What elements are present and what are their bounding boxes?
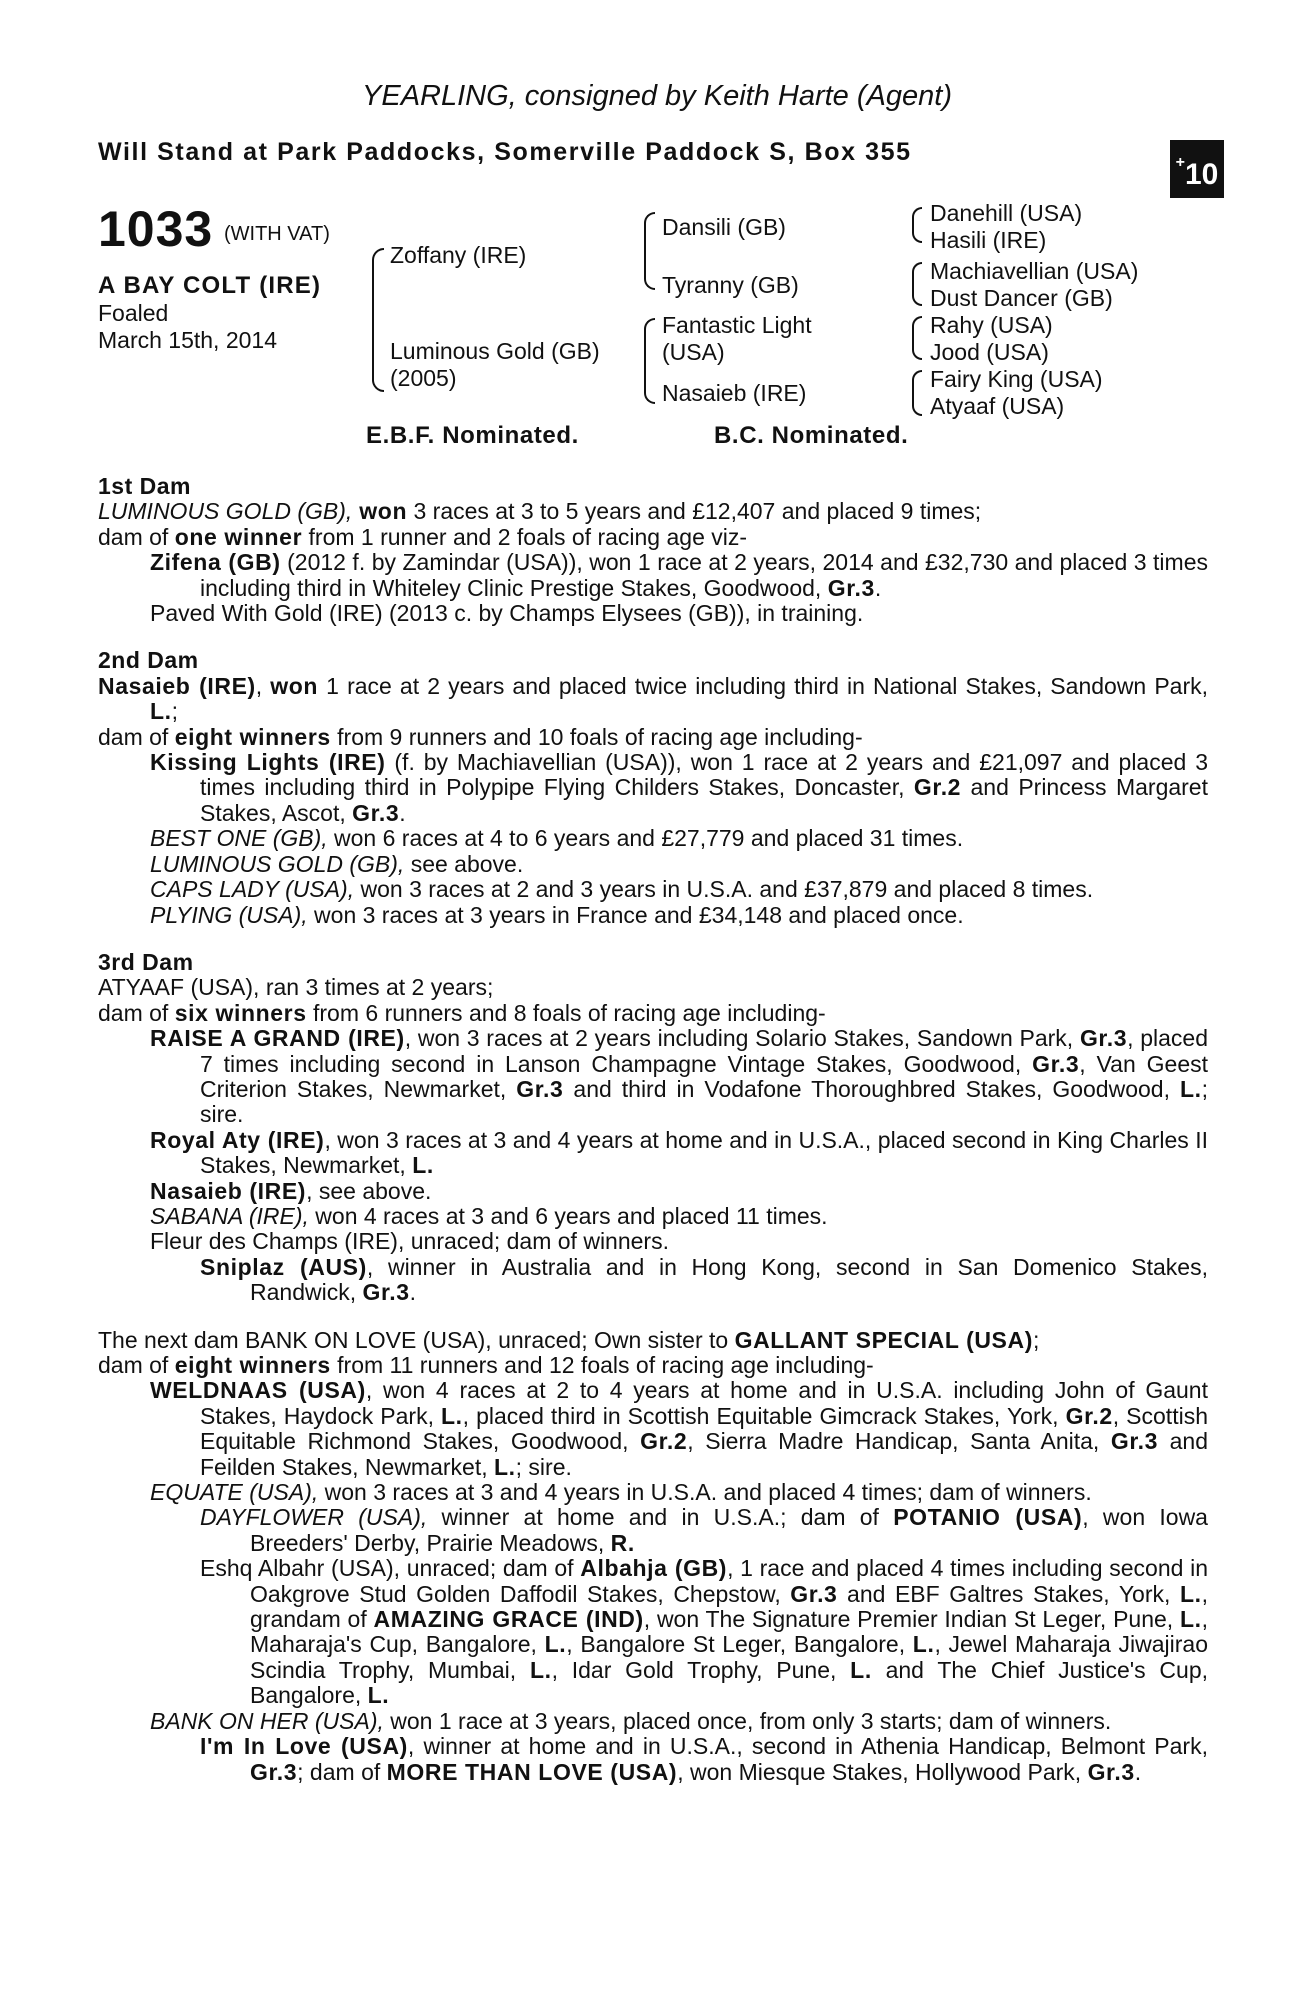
second-dam-produce — [98, 725, 1208, 750]
ebf-nominated: E.B.F. Nominated. — [366, 422, 579, 449]
horse-name: Nasaieb (IRE) — [150, 1177, 307, 1204]
text: . — [409, 1279, 417, 1306]
text: , won The Signature Premier Indian St Leger, Pune, — [643, 1606, 1180, 1633]
text: ; dam of — [297, 1758, 387, 1785]
horse-name: SABANA (IRE), — [150, 1202, 309, 1229]
grade: Gr.3 — [790, 1580, 838, 1607]
progeny-entry — [98, 1378, 1208, 1480]
grade: R. — [610, 1529, 635, 1556]
text: from 11 runners and 12 foals of racing age including- — [330, 1352, 874, 1378]
horse-name: AMAZING GRACE (IND) — [373, 1606, 644, 1633]
lot-badge — [1170, 140, 1224, 198]
foaled-block — [98, 300, 277, 354]
grandprogeny-entry — [98, 1505, 1208, 1556]
grade: L. — [441, 1402, 463, 1429]
text: , won 3 races at 3 and 4 years at home and in U.S.A., placed second in King Charles II Stakes, Newmarket, — [200, 1126, 1209, 1179]
text: , winner in Australia and in Hong Kong, second in San Domenico Stakes, Randwick, — [250, 1253, 1208, 1306]
progeny-entry — [98, 1480, 1208, 1505]
horse-name: BANK ON HER (USA), — [150, 1707, 384, 1734]
grade: L. — [1179, 1075, 1202, 1102]
horse-name: PLYING (USA), — [150, 901, 308, 928]
grade: L. — [412, 1152, 434, 1179]
grade: Gr.2 — [640, 1428, 688, 1455]
grade: Gr.3 — [827, 574, 875, 601]
horse-name: BEST ONE (GB), — [150, 825, 328, 852]
horse-name: EQUATE (USA), — [150, 1479, 319, 1506]
text: Paved With Gold (IRE) (2013 c. by Champs Elysees (GB)), in training. — [150, 600, 864, 627]
first-dam-heading: 1st Dam — [98, 473, 191, 499]
third-dam-line: ATYAAF (USA), ran 3 times at 2 years; — [98, 974, 494, 1001]
first-dam-produce — [98, 525, 1208, 550]
catalogue-title: YEARLING, consigned by Keith Harte (Agent) — [362, 80, 952, 112]
pedigree-g3-7: Fairy King (USA) — [930, 366, 1103, 392]
first-dam-record: 3 races at 3 to 5 years and £12,407 and placed 9 times; — [407, 498, 982, 525]
text: , Idar Gold Trophy, Pune, — [551, 1656, 851, 1683]
text: , won 3 races at 2 years including Solario Stakes, Sandown Park, — [404, 1025, 1080, 1052]
winners-count: six winners — [174, 999, 307, 1026]
pedigree-g3-5: Rahy (USA) — [930, 312, 1053, 338]
grade: Gr.3 — [1079, 1025, 1128, 1052]
pedigree-brace-ds — [912, 316, 922, 360]
grade: Gr.2 — [913, 774, 962, 801]
next-dam-produce — [98, 1353, 1208, 1378]
horse-name: RAISE A GRAND (IRE) — [150, 1025, 405, 1052]
progeny-entry — [98, 1179, 1208, 1204]
progeny-entry — [98, 750, 1208, 826]
horse-name: Sniplaz (AUS) — [200, 1253, 367, 1280]
text: , 1 race and placed 4 times including second in Oakgrove Stud Golden Daffodil Stakes, Chepstow, — [250, 1555, 1209, 1607]
text: from 1 runner and 2 foals of racing age viz- — [302, 523, 748, 550]
horse-name: Nasaieb (IRE) — [98, 672, 256, 699]
text: , winner at home and in U.S.A., second in Athenia Handicap, Belmont Park, — [407, 1733, 1208, 1760]
horse-name: GALLANT SPECIAL (USA) — [734, 1326, 1033, 1353]
lot-number: 1033 — [98, 201, 214, 257]
pedigree-brace-sire — [644, 212, 655, 290]
foaled-date: March 15th, 2014 — [98, 327, 278, 353]
pedigree-g3-2: Hasili (IRE) — [930, 227, 1047, 253]
second-dam-line — [98, 674, 1208, 725]
text: dam of — [98, 999, 175, 1026]
third-dam-produce — [98, 1001, 1208, 1026]
text: ; — [1032, 1326, 1040, 1353]
grade: L. — [912, 1631, 935, 1658]
text: , won Iowa Breeders' Derby, Prairie Meadows, — [250, 1504, 1208, 1556]
text: , won 4 races at 2 to 4 years at home and in U.S.A. including John of Gaunt Stakes, Haydock Park, — [200, 1377, 1208, 1429]
text: won 6 races at 4 to 6 years and £27,779 and placed 31 times. — [327, 825, 964, 852]
progeny-entry — [98, 903, 1208, 928]
progeny-entry — [98, 1204, 1208, 1229]
text: and Feilden Stakes, Newmarket, — [200, 1428, 1208, 1480]
pedigree-dam-dam: Nasaieb (IRE) — [662, 380, 807, 406]
grade: Gr.3 — [516, 1075, 564, 1102]
text: , placed third in Scottish Equitable Gimcrack Stakes, York, — [462, 1402, 1066, 1429]
horse-name: LUMINOUS GOLD (GB), — [150, 850, 405, 877]
pedigree-brace-main — [372, 248, 384, 392]
progeny-entry — [98, 1229, 1208, 1254]
first-dam-name: LUMINOUS GOLD (GB), — [98, 498, 353, 525]
text: winner at home and in U.S.A.; dam of — [427, 1504, 894, 1531]
horse-name: DAYFLOWER (USA), — [200, 1504, 428, 1531]
grade: L. — [1179, 1606, 1202, 1633]
progeny-entry — [98, 852, 1208, 877]
bc-nominated: B.C. Nominated. — [714, 422, 909, 449]
pedigree-g3-4: Dust Dancer (GB) — [930, 285, 1113, 311]
text: 1 race at 2 years and placed twice including third in National Stakes, Sandown Park, — [318, 672, 1208, 699]
text: , Jewel Maharaja Jiwajirao Scindia Trophy, Mumbai, — [250, 1631, 1208, 1683]
horse-name: MORE THAN LOVE (USA) — [386, 1758, 678, 1785]
pedigree-brace-dd — [912, 370, 922, 416]
text: won 4 races at 3 and 6 years and placed 11 times. — [308, 1202, 828, 1229]
pedigree-brace-ss — [912, 207, 922, 243]
pedigree-sire-dam: Tyranny (GB) — [662, 272, 799, 298]
winners-count: one winner — [174, 523, 303, 550]
lot-description: A BAY COLT (IRE) — [98, 272, 322, 299]
text: , Van Geest Criterion Stakes, Newmarket, — [200, 1050, 1208, 1102]
text: Fleur des Champs (IRE), unraced; dam of winners. — [150, 1228, 669, 1255]
grade: Gr.3 — [362, 1279, 410, 1306]
text: won 3 races at 3 and 4 years in U.S.A. and placed 4 times; dam of winners. — [318, 1479, 1092, 1506]
pedigree-sire-sire: Dansili (GB) — [662, 214, 786, 240]
pedigree-g3-1: Danehill (USA) — [930, 200, 1083, 226]
text: won 3 races at 3 years in France and £34,148 and placed once. — [307, 901, 964, 928]
progeny-entry — [98, 826, 1208, 851]
text: won 3 races at 2 and 3 years in U.S.A. and £37,879 and placed 8 times. — [354, 876, 1094, 903]
horse-name: POTANIO (USA) — [893, 1504, 1083, 1531]
pedigree-brace-sd — [912, 262, 922, 306]
text: Eshq Albahr (USA), unraced; dam of — [200, 1555, 581, 1582]
text: see above. — [404, 850, 524, 877]
progeny-entry — [98, 601, 1208, 626]
progeny-entry — [98, 877, 1208, 902]
text: ; sire. — [515, 1453, 572, 1480]
text: , Sierra Madre Handicap, Santa Anita, — [687, 1428, 1111, 1455]
text: and third in Vodafone Thoroughbred Stakes, Goodwood, — [563, 1075, 1180, 1102]
grade: Gr.3 — [250, 1758, 298, 1785]
text: and The Chief Justice's Cup, Bangalore, — [250, 1656, 1209, 1709]
text: won 1 race at 3 years, placed once, from only 3 starts; dam of winners. — [383, 1707, 1112, 1734]
grade: L. — [150, 698, 172, 725]
text: dam of — [98, 1352, 175, 1378]
pedigree-dam-sire — [662, 312, 812, 366]
text: , placed 7 times including second in Lanson Champagne Vintage Stakes, Goodwood, — [200, 1025, 1208, 1077]
pedigree-dam-name: Luminous Gold (GB) — [390, 338, 600, 364]
horse-name: I'm In Love (USA) — [200, 1733, 408, 1760]
text: and Princess Margaret Stakes, Ascot, — [200, 774, 1208, 826]
text: ; — [171, 698, 179, 725]
grandprogeny-entry — [98, 1556, 1208, 1708]
progeny-entry — [98, 1128, 1208, 1179]
text: . — [874, 574, 882, 601]
pedigree-brace-dam — [644, 318, 655, 404]
badge-plus: + — [1175, 154, 1185, 171]
text: (f. by Machiavellian (USA)), won 1 race at 2 years and £21,097 and placed 3 times including third in Polypipe Flying Childers Stakes, Doncaster, — [200, 749, 1208, 801]
text: The next dam BANK ON LOVE (USA), unraced; Own sister to — [98, 1326, 735, 1353]
grandprogeny-entry — [98, 1734, 1208, 1785]
horse-name: Royal Aty (IRE) — [150, 1126, 325, 1153]
grade: L. — [850, 1656, 872, 1683]
lot-vat: (WITH VAT) — [224, 223, 330, 245]
first-dam-won: won — [352, 498, 408, 525]
produce-record — [98, 474, 1208, 1785]
horse-name: CAPS LADY (USA), — [150, 876, 355, 903]
text: , grandam of — [250, 1580, 1208, 1633]
winners-count: eight winners — [174, 1352, 331, 1378]
grade: L. — [544, 1631, 567, 1658]
won: won — [270, 672, 319, 699]
text: and EBF Galtres Stakes, York, — [837, 1580, 1180, 1607]
text: , — [255, 672, 271, 699]
progeny-entry — [98, 1709, 1208, 1734]
text: , Scottish Equitable Richmond Stakes, Goodwood, — [200, 1402, 1208, 1455]
grade: L. — [367, 1682, 390, 1709]
grade: L. — [529, 1656, 552, 1683]
foaled-label: Foaled — [98, 300, 169, 326]
horse-name: WELDNAAS (USA) — [150, 1377, 366, 1404]
location-line: Will Stand at Park Paddocks, Somerville Paddock S, Box 355 — [98, 138, 912, 166]
text: , Bangalore St Leger, Bangalore, — [566, 1631, 913, 1658]
next-dam-line — [98, 1328, 1208, 1353]
text: , Maharaja's Cup, Bangalore, — [250, 1606, 1208, 1658]
badge-number: 10 — [1184, 158, 1219, 191]
text: from 6 runners and 8 foals of racing age including- — [306, 999, 826, 1026]
pedigree-g3-6: Jood (USA) — [930, 339, 1049, 365]
grandprogeny-entry — [98, 1255, 1208, 1306]
pedigree-dam-year: (2005) — [390, 365, 457, 391]
grade: Gr.3 — [1032, 1050, 1080, 1077]
horse-name: Albahja (GB) — [580, 1555, 728, 1582]
first-dam-line — [98, 499, 1208, 524]
text: (2012 f. by Zamindar (USA)), won 1 race at 2 years, 2014 and £32,730 and placed 3 times including third in Whiteley Clinic Prestige Stakes, Goodwood, — [200, 549, 1208, 601]
horse-name: Kissing Lights (IRE) — [150, 749, 386, 776]
pedigree-dam-sire-name: Fantastic Light — [662, 312, 812, 338]
grade: Gr.3 — [352, 799, 400, 826]
text: . — [1134, 1758, 1142, 1785]
grade: Gr.3 — [1110, 1428, 1159, 1455]
third-dam-heading: 3rd Dam — [98, 948, 194, 975]
horse-name: Zifena (GB) — [150, 549, 281, 576]
winners-count: eight winners — [174, 723, 331, 750]
text: , see above. — [306, 1177, 432, 1204]
text: dam of — [98, 723, 175, 750]
text: ; sire. — [200, 1075, 1208, 1128]
second-dam-heading: 2nd Dam — [98, 647, 199, 674]
pedigree-g3-3: Machiavellian (USA) — [930, 258, 1139, 284]
pedigree-dam — [390, 338, 600, 392]
progeny-entry — [98, 1026, 1208, 1128]
text: . — [399, 799, 406, 826]
pedigree-dam-sire-origin: (USA) — [662, 339, 725, 365]
text: , won Miesque Stakes, Hollywood Park, — [677, 1758, 1088, 1785]
text: from 9 runners and 10 foals of racing age including- — [330, 723, 863, 750]
grade: L. — [494, 1453, 516, 1480]
grade: L. — [1179, 1580, 1202, 1607]
grade: Gr.3 — [1087, 1758, 1135, 1785]
text: dam of — [98, 523, 175, 550]
progeny-entry — [98, 550, 1208, 601]
grade: Gr.2 — [1065, 1402, 1113, 1429]
pedigree-sire: Zoffany (IRE) — [390, 242, 527, 268]
pedigree-g3-8: Atyaaf (USA) — [930, 393, 1065, 419]
